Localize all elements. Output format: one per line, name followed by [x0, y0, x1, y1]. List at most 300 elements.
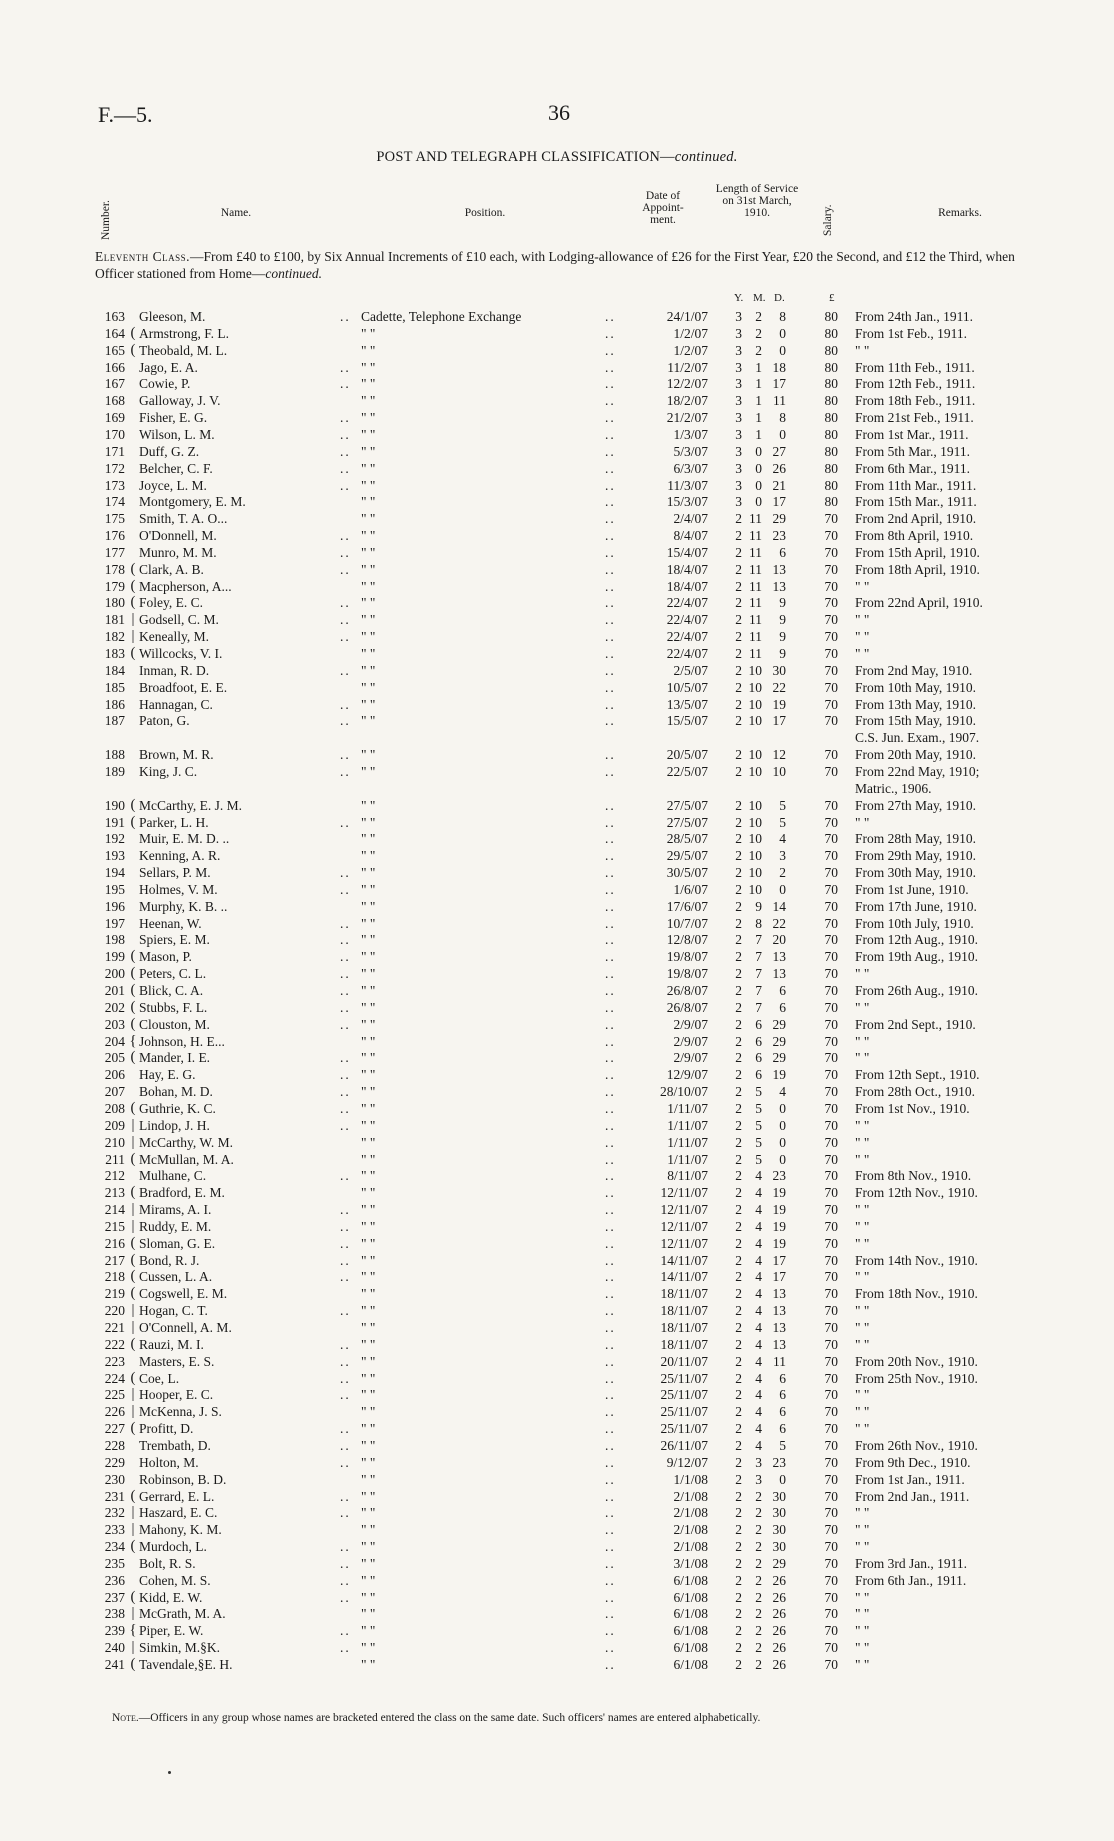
row-bracket: | — [131, 1605, 135, 1622]
col-header-name: Name. — [220, 207, 252, 219]
row-remarks: " " — [855, 1404, 870, 1420]
row-bracket: ( — [130, 948, 136, 965]
row-leader-dots: .. — [340, 1370, 351, 1386]
table-row — [0, 881, 1114, 898]
row-bracket: ( — [130, 1251, 136, 1268]
row-name: Theobald, M. L. — [139, 342, 228, 358]
row-remarks: " " — [855, 1218, 870, 1234]
table-row — [0, 1555, 1114, 1572]
row-name: Smith, T. A. O... — [139, 511, 228, 527]
row-years: 3 — [735, 477, 742, 493]
row-years: 2 — [735, 1016, 742, 1032]
row-number: 205 — [104, 1050, 125, 1066]
table-row — [0, 1504, 1114, 1521]
row-years: 2 — [735, 865, 742, 881]
row-remarks: " " — [855, 1320, 870, 1335]
row-months: 11 — [749, 646, 762, 661]
row-date-dots: .. — [605, 477, 616, 493]
row-position: " " — [361, 848, 376, 864]
row-months: 10 — [748, 814, 762, 830]
row-position: Cadette, Telephone Exchange — [361, 309, 522, 324]
row-date-dots: .. — [605, 1623, 616, 1639]
row-salary: 70 — [824, 1033, 838, 1049]
row-name: Muir, E. M. D. .. — [139, 831, 230, 847]
row-leader-dots: .. — [340, 443, 351, 459]
row-name: Foley, E. C. — [139, 595, 203, 611]
row-number: 182 — [104, 629, 125, 645]
row-number: 220 — [104, 1303, 125, 1319]
table-row — [0, 1285, 1114, 1302]
row-leader-dots: .. — [340, 1421, 351, 1437]
table-row — [0, 308, 1114, 325]
row-number: 196 — [104, 898, 125, 914]
row-position: " " — [361, 966, 376, 982]
table-row — [0, 1066, 1114, 1083]
row-years: 2 — [735, 696, 742, 712]
row-date: 26/8/07 — [666, 999, 708, 1015]
row-date-dots: .. — [605, 1353, 616, 1369]
row-days: 30 — [772, 1539, 786, 1555]
row-name: McCarthy, E. J. M. — [139, 797, 242, 813]
row-bracket: ( — [130, 796, 136, 813]
row-leader-dots: .. — [340, 713, 351, 729]
row-date-dots: .. — [605, 595, 616, 611]
row-position: " " — [361, 646, 376, 661]
class-text: —From £40 to £100, by Six Annual Increments of £10 each, with Lodging-allowance of £26 for the First Year, £20 the Second, and £12 the Third, when Officer stationed from Home— — [95, 249, 1015, 281]
row-name: Holton, M. — [139, 1454, 199, 1470]
row-date-dots: .. — [605, 966, 616, 982]
row-date-dots: .. — [605, 629, 616, 645]
row-date: 6/1/08 — [673, 1640, 708, 1656]
row-remarks: From 5th Mar., 1911. — [855, 443, 971, 459]
row-months: 6 — [755, 1050, 762, 1066]
row-months: 10 — [748, 831, 762, 847]
row-years: 2 — [735, 1235, 742, 1251]
row-date-dots: .. — [605, 949, 616, 965]
row-date-dots: .. — [605, 679, 616, 695]
row-leader-dots: .. — [340, 1168, 351, 1184]
row-years: 2 — [735, 1269, 742, 1285]
row-name: Bohan, M. D. — [139, 1084, 213, 1100]
row-number: 200 — [104, 966, 125, 982]
row-date-dots: .. — [605, 763, 616, 779]
row-months: 4 — [755, 1336, 762, 1352]
row-date-dots: .. — [605, 932, 616, 948]
row-remarks: " " — [855, 1033, 870, 1049]
row-leader-dots: .. — [340, 595, 351, 611]
row-years: 2 — [735, 932, 742, 948]
row-years: 3 — [735, 426, 742, 442]
row-salary: 70 — [824, 865, 838, 881]
row-leader-dots: .. — [340, 1067, 351, 1083]
row-date: 22/4/07 — [666, 646, 708, 661]
row-date: 15/5/07 — [666, 713, 708, 729]
row-leader-dots: .. — [340, 1589, 351, 1605]
table-row — [0, 1302, 1114, 1319]
row-years: 2 — [735, 1640, 742, 1656]
row-date: 11/3/07 — [667, 477, 708, 493]
row-date-dots: .. — [605, 1370, 616, 1386]
row-salary: 80 — [824, 325, 838, 341]
row-date-dots: .. — [605, 325, 616, 341]
row-name: Fisher, E. G. — [139, 410, 208, 426]
row-name: Clouston, M. — [139, 1016, 210, 1032]
row-number: 170 — [104, 426, 125, 442]
row-date-dots: .. — [605, 1657, 616, 1672]
row-months: 10 — [748, 713, 762, 729]
row-date: 21/2/07 — [666, 410, 708, 426]
row-position: " " — [361, 1488, 376, 1504]
row-days: 6 — [779, 983, 786, 998]
row-days: 26 — [772, 1640, 786, 1656]
row-name: Cohen, M. S. — [139, 1572, 211, 1588]
row-position: " " — [361, 1202, 376, 1218]
row-leader-dots: .. — [340, 814, 351, 830]
table-row — [0, 1235, 1114, 1252]
row-months: 5 — [755, 1117, 762, 1133]
row-years: 2 — [735, 983, 742, 998]
row-name: Cogswell, E. M. — [139, 1286, 228, 1302]
row-leader-dots: .. — [340, 612, 351, 628]
row-salary: 70 — [824, 1202, 838, 1218]
row-days: 23 — [772, 1454, 786, 1470]
row-bracket: ( — [130, 1015, 136, 1032]
row-leader-dots: .. — [340, 1623, 351, 1639]
row-bracket: | — [131, 1403, 135, 1420]
row-number: 213 — [104, 1185, 125, 1201]
row-months: 2 — [755, 309, 762, 324]
row-salary: 70 — [824, 1168, 838, 1184]
row-date: 28/5/07 — [666, 831, 708, 847]
row-days: 17 — [772, 1252, 786, 1268]
row-remarks: From 1st Mar., 1911. — [855, 426, 969, 442]
row-name: Robinson, B. D. — [139, 1471, 227, 1487]
col-header-number: Number. — [100, 200, 112, 240]
row-number: 191 — [104, 814, 125, 830]
row-date-dots: .. — [605, 309, 616, 324]
row-days: 13 — [772, 949, 786, 965]
row-leader-dots: .. — [340, 1387, 351, 1403]
row-salary: 70 — [824, 1269, 838, 1285]
row-remarks: From 12th Nov., 1910. — [855, 1185, 978, 1201]
row-bracket: | — [131, 1521, 135, 1538]
table-row — [0, 460, 1114, 477]
row-months: 2 — [755, 1539, 762, 1555]
row-number: 174 — [104, 494, 125, 510]
row-days: 4 — [779, 831, 786, 847]
row-months: 11 — [749, 629, 762, 645]
row-days: 26 — [772, 1623, 786, 1639]
row-days: 20 — [772, 932, 786, 948]
row-salary: 70 — [824, 1454, 838, 1470]
row-years: 2 — [735, 1252, 742, 1268]
row-salary: 70 — [824, 696, 838, 712]
row-date-dots: .. — [605, 443, 616, 459]
row-leader-dots: .. — [340, 915, 351, 931]
row-years: 2 — [735, 1387, 742, 1403]
row-position: " " — [361, 1084, 376, 1100]
row-date: 25/11/07 — [660, 1370, 708, 1386]
row-leader-dots: .. — [340, 696, 351, 712]
row-days: 30 — [772, 662, 786, 678]
row-date: 5/3/07 — [673, 443, 708, 459]
row-position: " " — [361, 1539, 376, 1555]
row-remarks: " " — [855, 1336, 870, 1352]
row-years: 2 — [735, 595, 742, 611]
row-date: 1/11/07 — [667, 1100, 708, 1116]
row-months: 1 — [755, 393, 762, 409]
table-row — [0, 426, 1114, 443]
table-row — [0, 780, 1114, 797]
row-months: 7 — [755, 949, 762, 965]
row-date-dots: .. — [605, 1033, 616, 1049]
row-remarks: From 22nd May, 1910; — [855, 763, 980, 779]
table-row — [0, 763, 1114, 780]
row-months: 2 — [755, 342, 762, 358]
row-position: " " — [361, 1555, 376, 1571]
row-name: Jago, E. A. — [139, 359, 198, 375]
row-number: 168 — [104, 393, 125, 409]
row-number: 235 — [104, 1555, 125, 1571]
row-months: 11 — [749, 561, 762, 577]
stray-mark — [168, 1771, 171, 1774]
row-position: " " — [361, 881, 376, 897]
row-number: 172 — [104, 460, 125, 476]
row-bracket: | — [131, 611, 135, 628]
row-years: 2 — [735, 561, 742, 577]
row-number: 240 — [104, 1640, 125, 1656]
row-date: 3/1/08 — [673, 1555, 708, 1571]
row-number: 179 — [104, 578, 125, 594]
row-number: 212 — [104, 1168, 125, 1184]
page-number: 36 — [548, 100, 570, 125]
row-date: 18/11/07 — [660, 1320, 708, 1335]
row-leader-dots: .. — [340, 1555, 351, 1571]
row-name: Parker, L. H. — [139, 814, 209, 830]
row-number: 226 — [104, 1404, 125, 1420]
row-years: 3 — [735, 443, 742, 459]
row-months: 2 — [755, 1640, 762, 1656]
row-remarks: From 26th Nov., 1910. — [855, 1437, 978, 1453]
row-date-dots: .. — [605, 1522, 616, 1538]
row-salary: 70 — [824, 831, 838, 847]
row-date-dots: .. — [605, 1555, 616, 1571]
row-months: 4 — [755, 1269, 762, 1285]
row-position: " " — [361, 342, 376, 358]
row-date-dots: .. — [605, 1539, 616, 1555]
table-row — [0, 578, 1114, 595]
row-remarks: From 2nd May, 1910. — [855, 662, 973, 678]
row-bracket: ( — [130, 982, 136, 998]
row-date: 14/11/07 — [660, 1252, 708, 1268]
row-months: 0 — [755, 494, 762, 510]
row-salary: 80 — [824, 342, 838, 358]
row-salary: 70 — [824, 544, 838, 560]
row-days: 30 — [772, 1488, 786, 1504]
row-remarks: From 12th Feb., 1911. — [855, 376, 976, 392]
row-years: 2 — [735, 1218, 742, 1234]
row-number: 173 — [104, 477, 125, 493]
row-position: " " — [361, 898, 376, 914]
table-row — [0, 1134, 1114, 1151]
row-salary: 70 — [824, 1488, 838, 1504]
row-number: 238 — [104, 1606, 125, 1622]
row-salary: 70 — [824, 1640, 838, 1656]
row-bracket: ( — [130, 1150, 136, 1167]
row-date-dots: .. — [605, 983, 616, 998]
row-name: Armstrong, F. L. — [139, 325, 230, 341]
table-row — [0, 1252, 1114, 1269]
unit-years: Y. — [734, 292, 744, 304]
row-remarks: From 1st Jan., 1911. — [855, 1471, 965, 1487]
row-remarks: " " — [855, 814, 870, 830]
row-months: 10 — [748, 881, 762, 897]
row-years: 2 — [735, 966, 742, 982]
row-months: 4 — [755, 1387, 762, 1403]
table-row — [0, 814, 1114, 831]
row-salary: 70 — [824, 1050, 838, 1066]
row-remarks: From 10th May, 1910. — [855, 679, 976, 695]
row-days: 8 — [779, 410, 786, 426]
row-years: 2 — [735, 1572, 742, 1588]
row-leader-dots: .. — [340, 410, 351, 426]
row-salary: 80 — [824, 376, 838, 392]
table-row — [0, 1403, 1114, 1420]
row-date-dots: .. — [605, 646, 616, 661]
row-name: McKenna, J. S. — [139, 1404, 222, 1420]
row-date-dots: .. — [605, 1067, 616, 1083]
row-position: " " — [361, 494, 376, 510]
row-number: 164 — [104, 325, 125, 341]
table-row — [0, 1336, 1114, 1353]
row-leader-dots: .. — [340, 1218, 351, 1234]
table-row — [0, 830, 1114, 847]
row-position: " " — [361, 696, 376, 712]
row-name: Ruddy, E. M. — [139, 1218, 212, 1234]
row-leader-dots: .. — [340, 426, 351, 442]
row-months: 9 — [755, 898, 762, 914]
row-date-dots: .. — [605, 1050, 616, 1066]
row-remarks: From 26th Aug., 1910. — [855, 983, 979, 998]
row-months: 2 — [755, 1657, 762, 1672]
row-date-dots: .. — [605, 1505, 616, 1521]
row-position: " " — [361, 578, 376, 594]
row-position: " " — [361, 1623, 376, 1639]
row-date-dots: .. — [605, 747, 616, 763]
row-remarks: " " — [855, 1606, 870, 1622]
row-date-dots: .. — [605, 1320, 616, 1335]
row-remarks: From 1st June, 1910. — [855, 881, 969, 897]
table-row — [0, 1605, 1114, 1622]
row-months: 2 — [755, 1555, 762, 1571]
row-name: Murdoch, L. — [139, 1539, 207, 1555]
row-date: 25/11/07 — [660, 1404, 708, 1420]
table-row — [0, 1437, 1114, 1454]
row-years: 2 — [735, 831, 742, 847]
row-name: Bolt, R. S. — [139, 1555, 196, 1571]
row-date: 10/7/07 — [666, 915, 708, 931]
row-date: 18/11/07 — [660, 1336, 708, 1352]
row-date: 22/4/07 — [666, 612, 708, 628]
table-row — [0, 1538, 1114, 1555]
row-bracket: | — [131, 1302, 135, 1319]
row-date: 12/11/07 — [660, 1185, 708, 1201]
row-leader-dots: .. — [340, 1100, 351, 1116]
row-months: 2 — [755, 325, 762, 341]
row-years: 2 — [735, 511, 742, 527]
row-remarks: From 8th April, 1910. — [855, 528, 974, 544]
row-days: 9 — [779, 629, 786, 645]
row-salary: 70 — [824, 747, 838, 763]
row-position: " " — [361, 359, 376, 375]
row-years: 3 — [735, 460, 742, 476]
row-name: Keneally, M. — [139, 629, 209, 645]
row-number: 166 — [104, 359, 125, 375]
row-position: " " — [361, 1286, 376, 1302]
row-days: 9 — [779, 612, 786, 628]
row-years: 2 — [735, 662, 742, 678]
row-leader-dots: .. — [340, 477, 351, 493]
row-salary: 70 — [824, 848, 838, 864]
row-date-dots: .. — [605, 898, 616, 914]
row-name: Piper, E. W. — [139, 1623, 204, 1639]
row-days: 26 — [772, 460, 786, 476]
row-leader-dots: .. — [340, 1084, 351, 1100]
row-date: 27/5/07 — [666, 814, 708, 830]
row-date-dots: .. — [605, 460, 616, 476]
row-bracket: ( — [130, 1656, 136, 1672]
row-salary: 70 — [824, 1606, 838, 1622]
row-position: " " — [361, 1370, 376, 1386]
row-bracket: ( — [130, 1268, 136, 1285]
row-leader-dots: .. — [340, 999, 351, 1015]
row-years: 2 — [735, 1623, 742, 1639]
row-days: 26 — [772, 1589, 786, 1605]
row-name: Mirams, A. I. — [139, 1202, 212, 1218]
row-bracket: { — [129, 1622, 137, 1639]
row-name: Belcher, C. F. — [139, 460, 213, 476]
row-remarks: From 17th June, 1910. — [855, 898, 977, 914]
row-months: 2 — [755, 1572, 762, 1588]
table-row — [0, 1100, 1114, 1117]
row-date: 18/4/07 — [666, 561, 708, 577]
table-row — [0, 1049, 1114, 1066]
row-remarks: From 15th April, 1910. — [855, 544, 980, 560]
row-leader-dots: .. — [340, 376, 351, 392]
row-name: Mahony, K. M. — [139, 1522, 222, 1538]
row-salary: 70 — [824, 915, 838, 931]
row-remarks: From 24th Jan., 1911. — [855, 309, 973, 324]
row-name: Bradford, E. M. — [139, 1185, 225, 1201]
table-row — [0, 493, 1114, 510]
row-remarks: " " — [855, 1421, 870, 1437]
row-name: Masters, E. S. — [139, 1353, 215, 1369]
table-row — [0, 594, 1114, 611]
row-bracket: ( — [130, 1538, 136, 1555]
row-number: 214 — [104, 1202, 125, 1218]
row-number: 207 — [104, 1084, 125, 1100]
table-row — [0, 409, 1114, 426]
row-position: " " — [361, 1606, 376, 1622]
table-row — [0, 729, 1114, 746]
row-remarks: From 28th May, 1910. — [855, 831, 976, 847]
row-position: " " — [361, 1522, 376, 1538]
table-row — [0, 999, 1114, 1016]
row-remarks: From 29th May, 1910. — [855, 848, 976, 864]
row-salary: 80 — [824, 410, 838, 426]
row-salary: 70 — [824, 949, 838, 965]
table-row — [0, 1656, 1114, 1673]
